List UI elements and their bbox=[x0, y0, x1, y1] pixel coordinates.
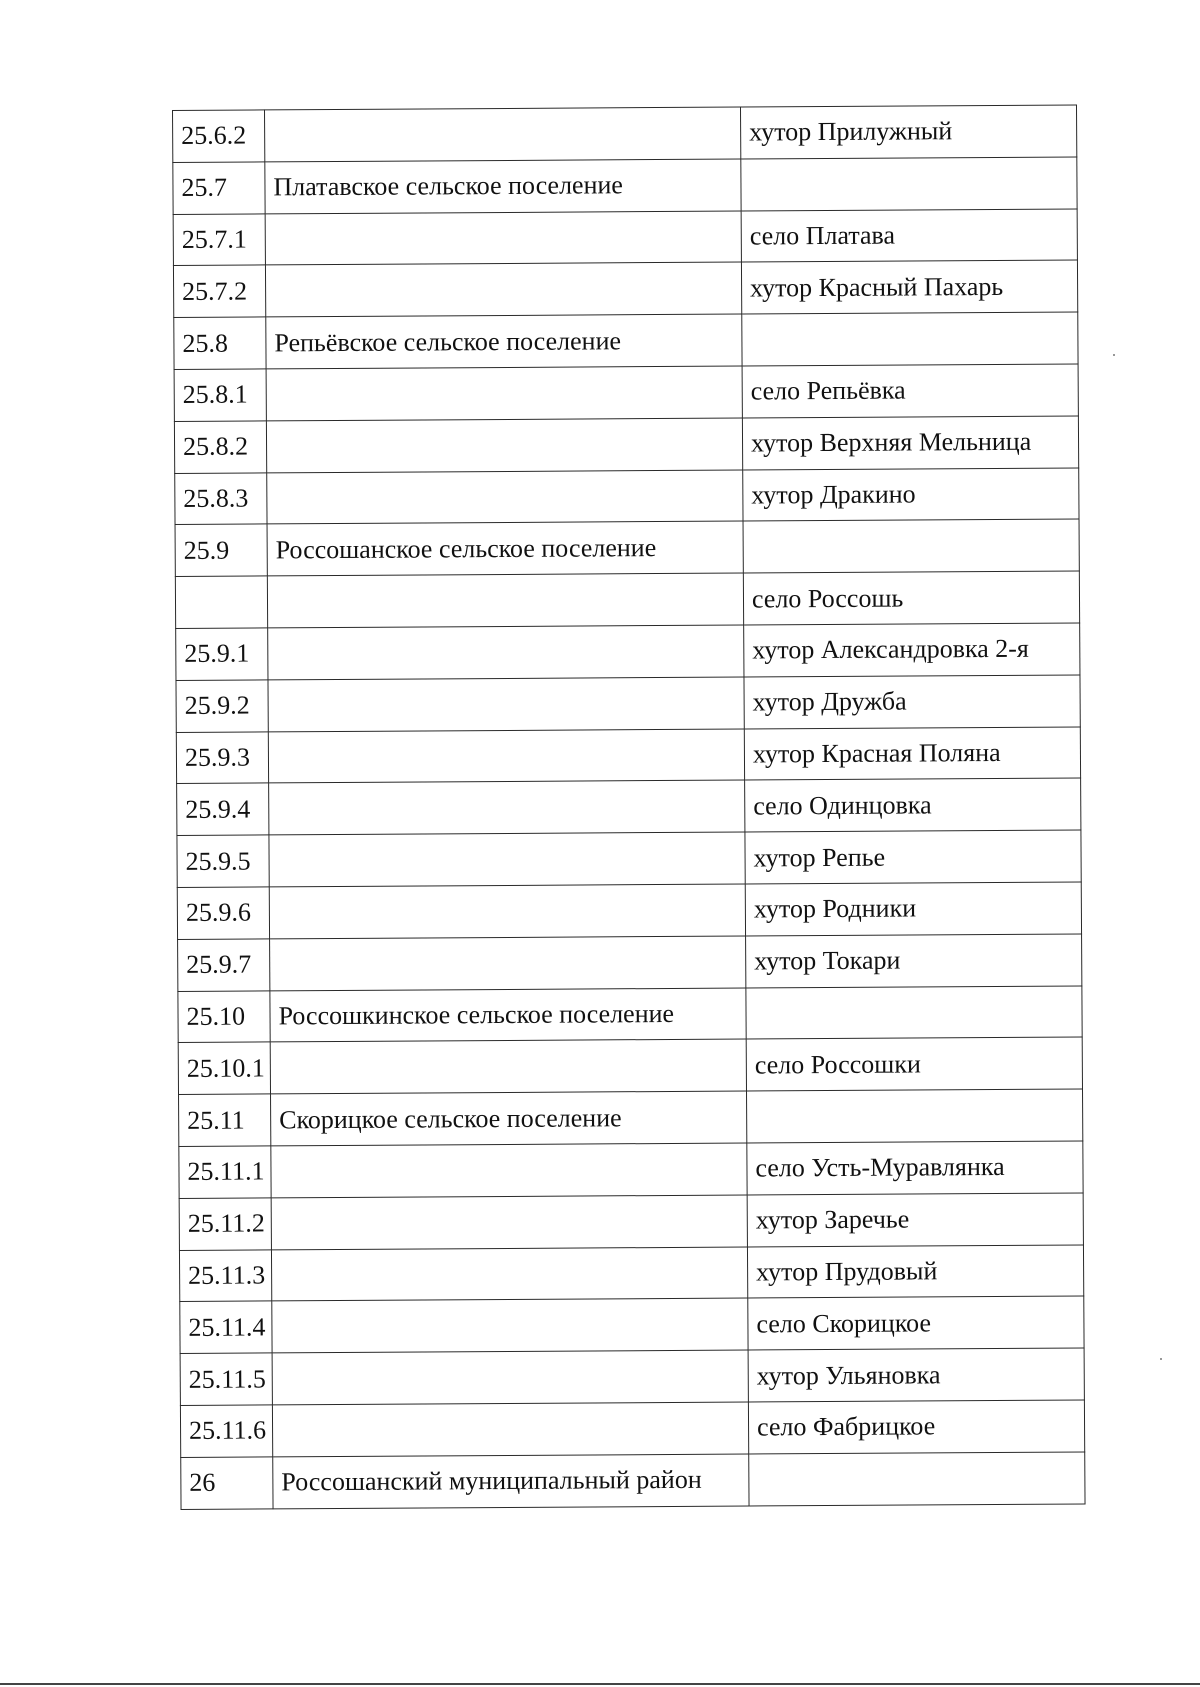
table-row bbox=[178, 1037, 1082, 1094]
settlement-name bbox=[270, 936, 746, 991]
table-row bbox=[175, 519, 1079, 576]
settlement-name bbox=[270, 1039, 746, 1094]
locality-name: хутор Дракино bbox=[743, 468, 1079, 522]
settlements-table bbox=[172, 104, 1086, 1509]
locality-name bbox=[742, 312, 1078, 366]
row-number bbox=[175, 576, 267, 628]
row-number: 25.11.1 bbox=[179, 1146, 271, 1198]
locality-name: хутор Заречье bbox=[747, 1193, 1083, 1247]
table-row bbox=[177, 830, 1081, 887]
settlement-name bbox=[268, 729, 744, 784]
table-row bbox=[176, 727, 1080, 784]
row-number: 25.6.2 bbox=[173, 110, 265, 162]
table-row bbox=[174, 416, 1078, 473]
table-row bbox=[176, 675, 1080, 732]
row-number: 26 bbox=[181, 1457, 273, 1509]
settlement-name bbox=[269, 780, 745, 835]
row-number: 25.7 bbox=[173, 162, 265, 214]
locality-name: село Репьёвка bbox=[742, 364, 1078, 418]
settlement-name bbox=[271, 1195, 747, 1250]
table-row bbox=[173, 209, 1077, 266]
settlement-name bbox=[269, 884, 745, 939]
settlement-name bbox=[268, 625, 744, 680]
table-row bbox=[178, 986, 1082, 1043]
locality-name bbox=[743, 519, 1079, 573]
row-number: 25.8.1 bbox=[174, 369, 266, 421]
settlement-name bbox=[268, 677, 744, 732]
settlement-name: Скорицкое сельское поселение bbox=[271, 1091, 747, 1146]
table-row bbox=[179, 1089, 1083, 1146]
settlement-name bbox=[265, 107, 741, 162]
table-row bbox=[179, 1141, 1083, 1198]
locality-name: село Скорицкое bbox=[748, 1296, 1084, 1350]
settlement-name bbox=[271, 1247, 747, 1302]
row-number: 25.7.1 bbox=[173, 214, 265, 266]
settlement-name bbox=[265, 262, 741, 317]
table-row bbox=[175, 571, 1079, 628]
settlement-name: Платавское сельское поселение bbox=[265, 159, 741, 214]
table-row bbox=[174, 364, 1078, 421]
table-row bbox=[175, 468, 1079, 525]
settlement-name: Россошанский муниципальный район bbox=[273, 1454, 749, 1509]
table-body bbox=[173, 105, 1086, 1509]
table-row bbox=[178, 934, 1082, 991]
locality-name: хутор Ульяновка bbox=[748, 1348, 1084, 1402]
row-number: 25.8.3 bbox=[175, 473, 267, 525]
row-number: 25.7.2 bbox=[173, 265, 265, 317]
settlement-name bbox=[266, 366, 742, 421]
settlement-name bbox=[272, 1298, 748, 1353]
row-number: 25.10 bbox=[178, 990, 270, 1042]
row-number: 25.11.4 bbox=[180, 1301, 272, 1353]
locality-name: село Россошки bbox=[746, 1037, 1082, 1091]
locality-name: село Усть-Муравлянка bbox=[747, 1141, 1083, 1195]
scan-edge-line bbox=[0, 1683, 1200, 1685]
locality-name: село Одинцовка bbox=[745, 778, 1081, 832]
settlement-name bbox=[271, 1143, 747, 1198]
row-number: 25.9.7 bbox=[178, 939, 270, 991]
locality-name: село Фабрицкое bbox=[748, 1400, 1084, 1454]
settlement-name: Россошкинское сельское поселение bbox=[270, 988, 746, 1043]
row-number: 25.8.2 bbox=[174, 421, 266, 473]
row-number: 25.11.2 bbox=[179, 1198, 271, 1250]
table-row bbox=[180, 1296, 1084, 1353]
row-number: 25.9 bbox=[175, 524, 267, 576]
settlement-name: Репьёвское сельское поселение bbox=[266, 314, 742, 369]
settlement-name bbox=[269, 832, 745, 887]
settlement-name: Россошанское сельское поселение bbox=[267, 521, 743, 576]
settlement-name bbox=[272, 1350, 748, 1405]
row-number: 25.11.3 bbox=[179, 1249, 271, 1301]
row-number: 25.9.3 bbox=[176, 731, 268, 783]
row-number: 25.8 bbox=[174, 317, 266, 369]
row-number: 25.9.2 bbox=[176, 680, 268, 732]
table-row bbox=[176, 623, 1080, 680]
locality-name: хутор Прилужный bbox=[740, 105, 1076, 159]
scan-speck bbox=[1113, 354, 1115, 356]
scan-speck bbox=[1160, 1358, 1162, 1360]
table-row bbox=[174, 312, 1078, 369]
locality-name: хутор Прудовый bbox=[747, 1244, 1083, 1298]
locality-name bbox=[746, 986, 1082, 1040]
settlement-name bbox=[267, 470, 743, 525]
locality-name: хутор Родники bbox=[745, 882, 1081, 936]
row-number: 25.11.6 bbox=[180, 1405, 272, 1457]
row-number: 25.10.1 bbox=[178, 1042, 270, 1094]
row-number: 25.9.4 bbox=[177, 783, 269, 835]
locality-name bbox=[749, 1452, 1085, 1506]
table-row bbox=[173, 157, 1077, 214]
table-row bbox=[181, 1452, 1085, 1509]
table-row bbox=[180, 1348, 1084, 1405]
locality-name: хутор Репье bbox=[745, 830, 1081, 884]
table-row bbox=[173, 260, 1077, 317]
locality-name: хутор Красный Пахарь bbox=[741, 260, 1077, 314]
table-row bbox=[179, 1193, 1083, 1250]
locality-name: хутор Дружба bbox=[744, 675, 1080, 729]
locality-name: хутор Токари bbox=[746, 934, 1082, 988]
locality-name: хутор Александровка 2-я bbox=[744, 623, 1080, 677]
table-row bbox=[177, 778, 1081, 835]
settlement-name bbox=[265, 211, 741, 266]
locality-name: село Платава bbox=[741, 209, 1077, 263]
table-row bbox=[180, 1400, 1084, 1457]
row-number: 25.9.6 bbox=[177, 887, 269, 939]
row-number: 25.9.5 bbox=[177, 835, 269, 887]
locality-name: село Россошь bbox=[743, 571, 1079, 625]
table-row bbox=[173, 105, 1077, 162]
locality-name bbox=[741, 157, 1077, 211]
table-row bbox=[177, 882, 1081, 939]
row-number: 25.9.1 bbox=[176, 628, 268, 680]
settlement-name bbox=[266, 418, 742, 473]
locality-name: хутор Верхняя Мельница bbox=[742, 416, 1078, 470]
row-number: 25.11.5 bbox=[180, 1353, 272, 1405]
settlement-name bbox=[272, 1402, 748, 1457]
locality-name bbox=[747, 1089, 1083, 1143]
locality-name: хутор Красная Поляна bbox=[744, 727, 1080, 781]
row-number: 25.11 bbox=[179, 1094, 271, 1146]
settlement-name bbox=[267, 573, 743, 628]
table-row bbox=[179, 1244, 1083, 1301]
